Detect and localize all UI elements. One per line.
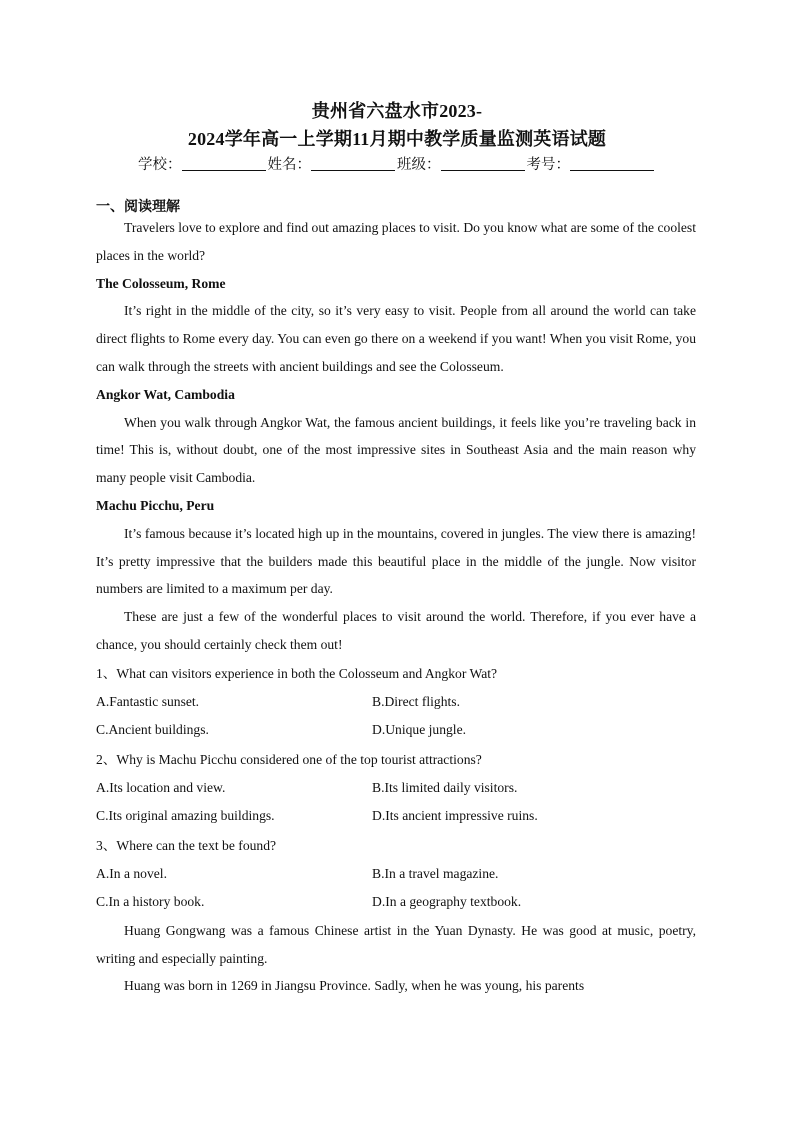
number-blank [570, 156, 654, 171]
school-label: 学校： [138, 157, 182, 173]
option-row [96, 888, 696, 917]
place-heading: Angkor Wat, Cambodia [96, 386, 235, 402]
option-b[interactable]: B.Direct flights. [372, 693, 460, 709]
option-d[interactable]: D.Unique jungle. [372, 722, 467, 738]
option-row [96, 688, 696, 717]
student-info-line [0, 153, 794, 174]
option-row [96, 774, 696, 803]
class-label: 班级： [397, 157, 441, 173]
option-a[interactable]: A.Fantastic sunset. [96, 693, 200, 709]
school-blank [182, 156, 266, 171]
place-text: It’s famous because it’s located high up in the mountains, covered in jungles. The view there is amazing! It’s pretty impressive that the builders made this beautiful place in the middle of the jungle. Now visitor numbers are limited to a maximum per day. [96, 525, 696, 597]
exam-title-line-2: 2024学年高一上学期11月期中教学质量监测英语试题 [187, 129, 607, 149]
option-b[interactable]: B.Its limited daily visitors. [372, 779, 518, 795]
passage-closing: These are just a few of the wonderful places to visit around the world. Therefore, if you ever have a chance, you should certainly check them out! [96, 609, 696, 652]
option-c[interactable]: C.Its original amazing buildings. [96, 808, 275, 824]
option-c[interactable]: C.Ancient buildings. [96, 722, 209, 738]
option-a[interactable]: A.In a novel. [96, 865, 167, 881]
place-heading: The Colosseum, Rome [96, 275, 226, 291]
option-a[interactable]: A.Its location and view. [96, 779, 226, 795]
class-blank [441, 156, 525, 171]
question-stem: 3、Where can the text be found? [96, 837, 277, 853]
place-heading: Machu Picchu, Peru [96, 497, 215, 513]
section-heading: 一、阅读理解 [96, 200, 180, 215]
option-row [96, 802, 696, 831]
option-d[interactable]: D.Its ancient impressive ruins. [372, 808, 538, 824]
option-c[interactable]: C.In a history book. [96, 894, 205, 910]
option-d[interactable]: D.In a geography textbook. [372, 894, 522, 910]
option-row [96, 716, 696, 745]
option-row [96, 860, 696, 889]
option-b[interactable]: B.In a travel magazine. [372, 865, 499, 881]
question-stem: 1、What can visitors experience in both the Colosseum and Angkor Wat? [96, 665, 498, 681]
exam-title-line-1: 贵州省六盘水市2023- [311, 101, 483, 121]
place-text: When you walk through Angkor Wat, the famous ancient buildings, it feels like you’re traveling back in time! This is, without doubt, one of the most impressive sites in Southeast Asia and the main reason why many people visit Cambodia. [96, 414, 696, 486]
name-blank [311, 156, 395, 171]
number-label: 考号： [526, 157, 570, 173]
question-stem: 2、Why is Machu Picchu considered one of the top tourist attractions? [96, 751, 482, 767]
passage2-paragraph: Huang Gongwang was a famous Chinese artist in the Yuan Dynasty. He was good at music, poetry, writing and especially painting. [96, 922, 696, 966]
name-label: 姓名： [267, 157, 311, 173]
passage-intro: Travelers love to explore and find out amazing places to visit. Do you know what are some of the coolest places in the world? [96, 220, 696, 263]
reading-content [96, 214, 696, 1000]
place-text: It’s right in the middle of the city, so it’s very easy to visit. People from all around the world can take direct flights to Rome every day. You can even go there on a weekend if you want! When you visit Rome, you can walk through the streets with ancient buildings and see the Colosseum. [96, 303, 696, 374]
passage2-paragraph: Huang was born in 1269 in Jiangsu Province. Sadly, when he was young, his parents [124, 978, 585, 994]
